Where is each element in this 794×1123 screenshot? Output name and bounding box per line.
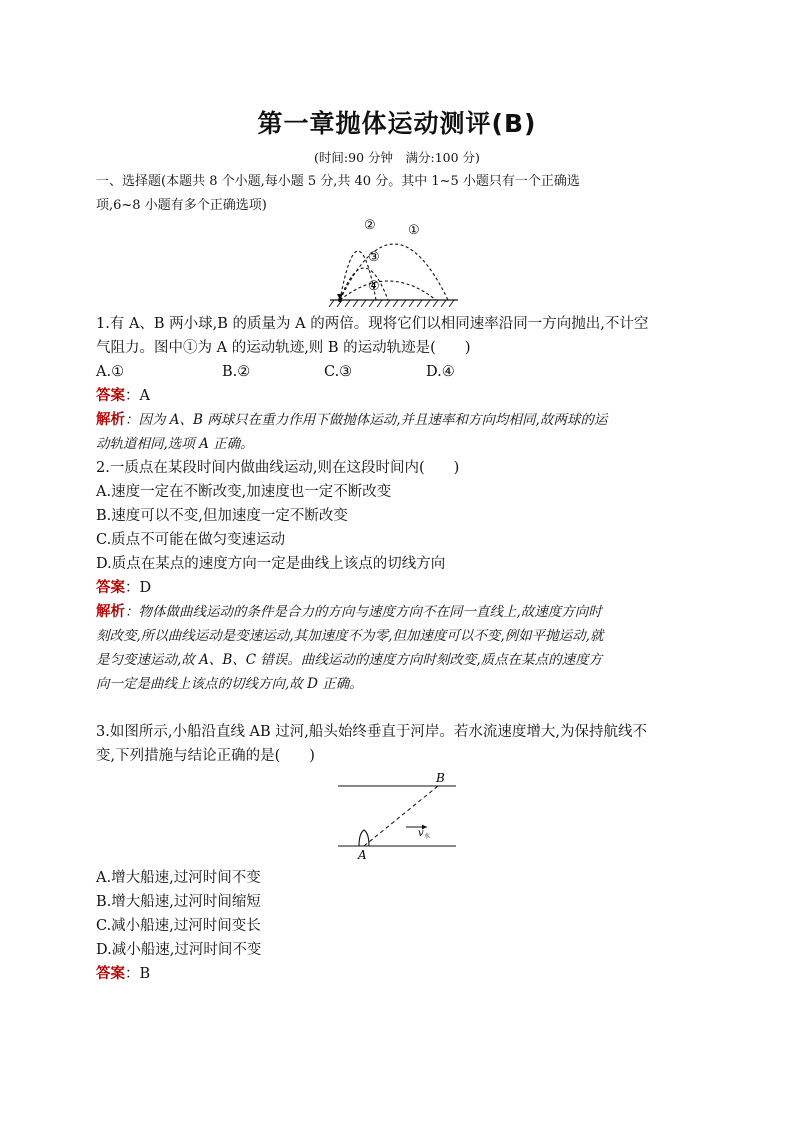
trajectory-label-1: ①: [408, 223, 420, 238]
section-heading-line-1: 一、选择题(本题共 8 个小题,每小题 5 分,共 40 分。其中 1~5 小题只有一个正确选: [96, 174, 580, 189]
q2-answer-label: 答案: [96, 580, 125, 596]
section-heading-line-2: 项,6~8 小题有多个正确选项): [96, 198, 267, 213]
q2-analysis-line-3: 是匀变速运动,故 A、B、C 错误。曲线运动的速度方向时刻改变,质点在某点的速度方: [96, 652, 603, 668]
page-title: 第一章抛体运动测评(B): [257, 109, 537, 138]
q3-stem-line-1: 3.如图所示,小船沿直线 AB 过河,船头始终垂直于河岸。若水流速度增大,为保持航线不: [96, 724, 648, 740]
q2-answer-value: ：D: [125, 580, 152, 596]
q3-stem-line-2: 变,下列措施与结论正确的是( ): [96, 748, 315, 764]
q2-analysis-line-4: 向一定是曲线上该点的切线方向,故 D 正确。: [96, 676, 363, 692]
q3-answer-value: ：B: [125, 966, 151, 982]
page-subtitle: (时间:90 分钟 满分:100 分): [314, 150, 480, 165]
q3-answer: [96, 962, 706, 986]
q3-answer-label: 答案: [96, 966, 125, 982]
q3-option-b: B.增大船速,过河时间缩短: [96, 894, 261, 910]
trajectory-figure: [328, 214, 462, 310]
q3-option-d: D.减小船速,过河时间不变: [96, 942, 262, 958]
q1-analysis-text-1: ：因为 A、B 两球只在重力作用下做抛体运动,并且速率和方向均相同,故两球的运: [125, 412, 608, 428]
trajectory-label-3: ③: [368, 250, 380, 265]
q2-analysis-line-2: 刻改变,所以曲线运动是变速运动,其加速度不为零,但加速度可以不变,例如平抛运动,就: [96, 628, 604, 644]
q1-stem-line-2: 气阻力。图中①为 A 的运动轨迹,则 B 的运动轨迹是( ): [96, 340, 471, 356]
trajectory-label-2: ②: [364, 218, 376, 233]
q1-analysis-line-2: 动轨道相同,选项 A 正确。: [96, 436, 254, 452]
point-b-label: B: [436, 771, 445, 785]
q2-analysis-text-1: ：物体做曲线运动的条件是合力的方向与速度方向不在同一直线上,故速度方向时: [125, 604, 602, 620]
point-a-label: A: [358, 848, 367, 862]
q2-option-d: D.质点在某点的速度方向一定是曲线上该点的切线方向: [96, 556, 446, 572]
q3-option-a: A.增大船速,过河时间不变: [96, 870, 261, 886]
q2-analysis-line-1: [96, 600, 706, 624]
water-velocity-label: v: [418, 828, 424, 839]
q1-option-a: A.①: [96, 364, 125, 380]
q1-stem-line-1: 1.有 A、B 两小球,B 的质量为 A 的两倍。现将它们以相同速率沿同一方向抛出,不计空: [96, 316, 649, 332]
river-crossing-figure: [334, 770, 460, 862]
q1-answer-value: ：A: [125, 388, 150, 404]
q1-analysis-label: 解析: [96, 412, 125, 428]
q1-analysis-line-1: [96, 408, 706, 432]
q2-answer: [96, 576, 706, 600]
trajectory-label-4: ④: [368, 279, 380, 294]
q1-option-c: C.③: [324, 364, 353, 380]
q1-option-d: D.④: [426, 364, 455, 380]
q2-option-c: C.质点不可能在做匀变速运动: [96, 532, 286, 548]
q2-option-a: A.速度一定在不断改变,加速度也一定不断改变: [96, 484, 392, 500]
q1-answer: [96, 384, 706, 408]
q1-option-b: B.②: [222, 364, 251, 380]
q3-option-c: C.减小船速,过河时间变长: [96, 918, 261, 934]
water-velocity-subscript: 水: [424, 833, 431, 840]
q2-analysis-label: 解析: [96, 604, 125, 620]
q2-option-b: B.速度可以不变,但加速度一定不断改变: [96, 508, 348, 524]
q1-answer-label: 答案: [96, 388, 125, 404]
q2-stem: 2.一质点在某段时间内做曲线运动,则在这段时间内( ): [96, 460, 460, 476]
